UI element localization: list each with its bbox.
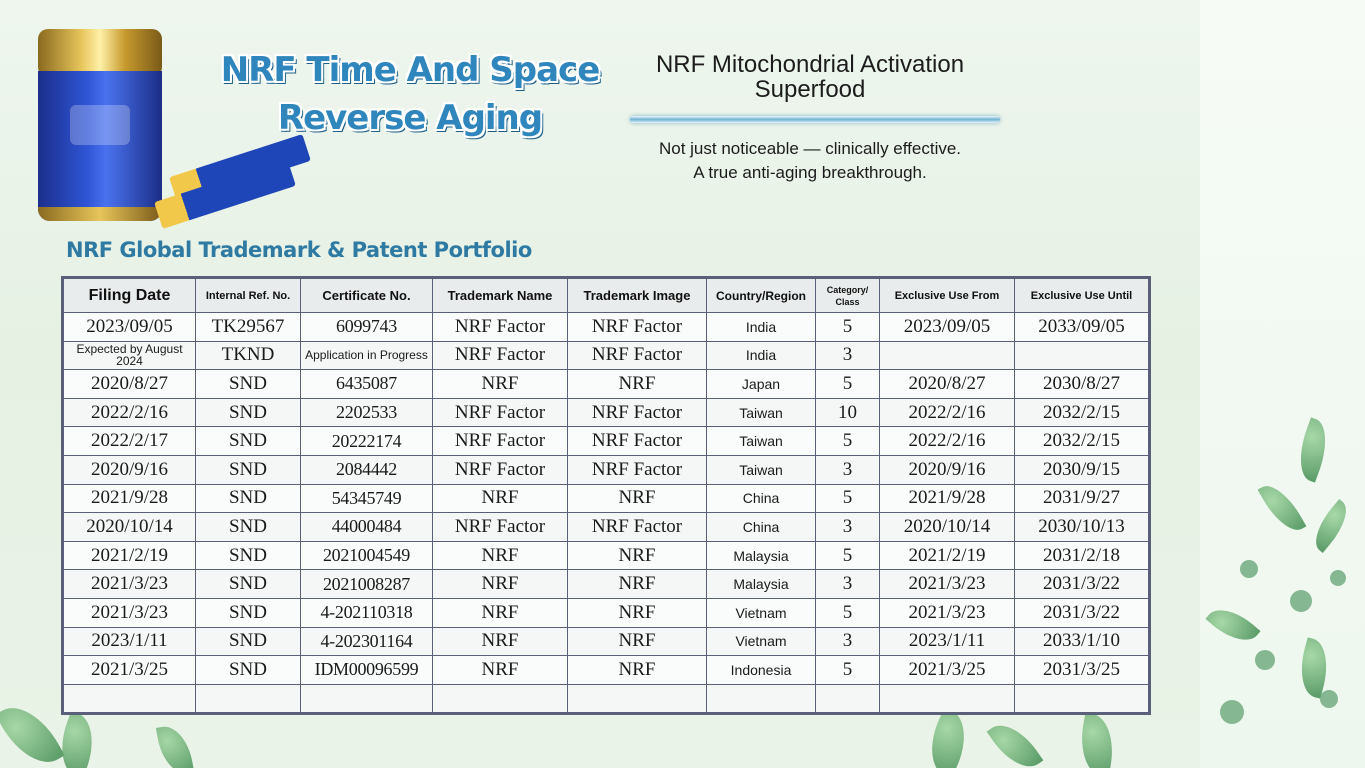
table-cell: NRF xyxy=(433,570,568,599)
column-header: Category/ Class xyxy=(816,279,880,313)
table-cell: NRF Factor xyxy=(568,427,707,456)
column-header: Certificate No. xyxy=(301,279,433,313)
table-cell: NRF Factor xyxy=(433,313,568,342)
table-cell: 2021/3/25 xyxy=(64,656,196,685)
can-band xyxy=(38,207,162,221)
table-cell: 20222174 xyxy=(301,427,433,456)
table-row xyxy=(64,541,1149,570)
table-cell: 2033/09/05 xyxy=(1015,313,1149,342)
right-decorative-strip xyxy=(1200,0,1365,768)
table-cell: SND xyxy=(196,455,301,484)
table-cell: 5 xyxy=(816,427,880,456)
table-cell: NRF xyxy=(568,570,707,599)
table-row xyxy=(64,455,1149,484)
table-cell xyxy=(433,684,568,713)
table-cell: 2030/9/15 xyxy=(1015,455,1149,484)
table-cell: 2020/10/14 xyxy=(64,513,196,542)
table-cell: 5 xyxy=(816,484,880,513)
table-cell: 2031/2/18 xyxy=(1015,541,1149,570)
table-row xyxy=(64,684,1149,713)
table-cell: Malaysia xyxy=(707,541,816,570)
table-cell: 5 xyxy=(816,598,880,627)
main-title: NRF Time And Space Reverse Aging xyxy=(220,50,600,138)
table-cell: 6435087 xyxy=(301,370,433,399)
section-title: NRF Global Trademark & Patent Portfolio xyxy=(66,238,532,262)
table-cell xyxy=(707,684,816,713)
table-row xyxy=(64,598,1149,627)
table-cell: NRF Factor xyxy=(568,313,707,342)
column-header: Internal Ref. No. xyxy=(196,279,301,313)
tagline-line-1: Not just noticeable — clinically effective. xyxy=(658,139,962,158)
table-cell: 2022/2/17 xyxy=(64,427,196,456)
table-row xyxy=(64,513,1149,542)
table-cell: NRF Factor xyxy=(433,341,568,370)
table-cell: 2021/3/23 xyxy=(64,598,196,627)
table-cell: NRF Factor xyxy=(433,455,568,484)
table-cell: Taiwan xyxy=(707,427,816,456)
table-cell: 10 xyxy=(816,398,880,427)
table-cell: 5 xyxy=(816,656,880,685)
table-cell: 2021004549 xyxy=(301,541,433,570)
table-cell: SND xyxy=(196,541,301,570)
tagline xyxy=(620,137,1000,185)
table-cell xyxy=(880,684,1015,713)
table-cell: Application in Progress xyxy=(301,341,433,370)
column-header: Trademark Image xyxy=(568,279,707,313)
table-cell: NRF Factor xyxy=(568,341,707,370)
table-cell: 5 xyxy=(816,370,880,399)
table-row xyxy=(64,484,1149,513)
table-cell: IDM00096599 xyxy=(301,656,433,685)
title-divider xyxy=(630,116,1000,123)
table-cell: SND xyxy=(196,427,301,456)
table-cell: 4-202301164 xyxy=(301,627,433,656)
table-cell: 2084442 xyxy=(301,455,433,484)
table-cell: NRF Factor xyxy=(568,513,707,542)
table-cell: 6099743 xyxy=(301,313,433,342)
table-cell: 2031/9/27 xyxy=(1015,484,1149,513)
table-cell: 3 xyxy=(816,341,880,370)
column-header: Filing Date xyxy=(64,279,196,313)
table-cell: NRF Factor xyxy=(568,398,707,427)
table-cell: 2023/09/05 xyxy=(64,313,196,342)
table-cell: Vietnam xyxy=(707,627,816,656)
table-cell: NRF xyxy=(433,627,568,656)
table-cell: NRF xyxy=(568,656,707,685)
table-cell: NRF xyxy=(568,627,707,656)
table-cell xyxy=(64,684,196,713)
table-cell: 2021/3/23 xyxy=(64,570,196,599)
table-row xyxy=(64,341,1149,370)
table-cell: SND xyxy=(196,598,301,627)
table-cell: TK29567 xyxy=(196,313,301,342)
table-cell: NRF xyxy=(433,370,568,399)
table-cell: 2030/8/27 xyxy=(1015,370,1149,399)
table-header-row xyxy=(64,279,1149,313)
table-cell: SND xyxy=(196,398,301,427)
table-cell: NRF Factor xyxy=(433,513,568,542)
table-cell: 2031/3/25 xyxy=(1015,656,1149,685)
table-cell: SND xyxy=(196,484,301,513)
column-header: Exclusive Use Until xyxy=(1015,279,1149,313)
table-cell: 3 xyxy=(816,627,880,656)
table-cell: 2031/3/22 xyxy=(1015,570,1149,599)
column-header: Country/Region xyxy=(707,279,816,313)
table-cell: 2023/1/11 xyxy=(64,627,196,656)
table-cell: 3 xyxy=(816,513,880,542)
table-cell: 2021/9/28 xyxy=(64,484,196,513)
tagline-line-2: A true anti-aging breakthrough. xyxy=(693,163,927,182)
table-cell: 2020/10/14 xyxy=(880,513,1015,542)
table-cell: NRF xyxy=(568,598,707,627)
can-lid xyxy=(38,29,162,77)
table-cell: 5 xyxy=(816,541,880,570)
table-cell: 4-202110318 xyxy=(301,598,433,627)
table-cell: 3 xyxy=(816,455,880,484)
table-cell: NRF xyxy=(433,656,568,685)
table-cell: India xyxy=(707,313,816,342)
table-cell: Malaysia xyxy=(707,570,816,599)
table-cell: 2021/3/25 xyxy=(880,656,1015,685)
table-cell xyxy=(568,684,707,713)
table-cell: NRF Factor xyxy=(433,398,568,427)
table-cell xyxy=(1015,684,1149,713)
table-cell: 2032/2/15 xyxy=(1015,398,1149,427)
table-cell: NRF xyxy=(568,370,707,399)
table-row xyxy=(64,627,1149,656)
table-cell xyxy=(301,684,433,713)
table-cell: Vietnam xyxy=(707,598,816,627)
table-cell: NRF xyxy=(568,541,707,570)
table-cell: China xyxy=(707,484,816,513)
table-cell: 2020/8/27 xyxy=(64,370,196,399)
table-cell: 2021/9/28 xyxy=(880,484,1015,513)
table-cell: India xyxy=(707,341,816,370)
table-cell: 2202533 xyxy=(301,398,433,427)
column-header: Exclusive Use From xyxy=(880,279,1015,313)
table-cell: 2031/3/22 xyxy=(1015,598,1149,627)
can-body xyxy=(38,71,162,221)
table-row xyxy=(64,570,1149,599)
table-row xyxy=(64,656,1149,685)
table-row xyxy=(64,427,1149,456)
table-cell: 2022/2/16 xyxy=(880,398,1015,427)
table-cell: 2021/3/23 xyxy=(880,598,1015,627)
table-cell: SND xyxy=(196,656,301,685)
table-cell: Taiwan xyxy=(707,455,816,484)
table-cell: 5 xyxy=(816,313,880,342)
table-cell: 2021/2/19 xyxy=(880,541,1015,570)
table-cell: 2033/1/10 xyxy=(1015,627,1149,656)
table-cell: 2020/8/27 xyxy=(880,370,1015,399)
table-row xyxy=(64,398,1149,427)
table-cell xyxy=(880,341,1015,370)
table-cell: Indonesia xyxy=(707,656,816,685)
table-cell: 2023/1/11 xyxy=(880,627,1015,656)
table-cell: 2032/2/15 xyxy=(1015,427,1149,456)
table-cell xyxy=(196,684,301,713)
table-cell: Taiwan xyxy=(707,398,816,427)
table-cell: NRF Factor xyxy=(433,427,568,456)
table-cell: SND xyxy=(196,513,301,542)
table-cell: 2020/9/16 xyxy=(880,455,1015,484)
table-cell: 2021008287 xyxy=(301,570,433,599)
table-cell: NRF xyxy=(568,484,707,513)
column-header: Trademark Name xyxy=(433,279,568,313)
table-cell: 2021/2/19 xyxy=(64,541,196,570)
table-cell xyxy=(1015,341,1149,370)
table-cell: SND xyxy=(196,570,301,599)
table-cell: NRF xyxy=(433,541,568,570)
table-cell: 2022/2/16 xyxy=(880,427,1015,456)
table-cell: 54345749 xyxy=(301,484,433,513)
table-cell: 2023/09/05 xyxy=(880,313,1015,342)
table-cell: Japan xyxy=(707,370,816,399)
table-cell: NRF xyxy=(433,598,568,627)
table-cell: TKND xyxy=(196,341,301,370)
table-cell: SND xyxy=(196,627,301,656)
table-row xyxy=(64,313,1149,342)
trademark-table xyxy=(63,278,1149,713)
table-cell: 2021/3/23 xyxy=(880,570,1015,599)
table-cell xyxy=(816,684,880,713)
table-cell: NRF xyxy=(433,484,568,513)
sub-title: NRF Mitochondrial Activation Superfood xyxy=(655,51,965,103)
table-cell: 2030/10/13 xyxy=(1015,513,1149,542)
table-cell: NRF Factor xyxy=(568,455,707,484)
table-cell: 44000484 xyxy=(301,513,433,542)
can-label xyxy=(70,105,130,145)
table-body xyxy=(64,313,1149,713)
table-cell: Expected by August 2024 xyxy=(64,341,196,370)
table-cell: 2020/9/16 xyxy=(64,455,196,484)
table-cell: 3 xyxy=(816,570,880,599)
table-row xyxy=(64,370,1149,399)
table-cell: SND xyxy=(196,370,301,399)
table-cell: 2022/2/16 xyxy=(64,398,196,427)
table-cell: China xyxy=(707,513,816,542)
